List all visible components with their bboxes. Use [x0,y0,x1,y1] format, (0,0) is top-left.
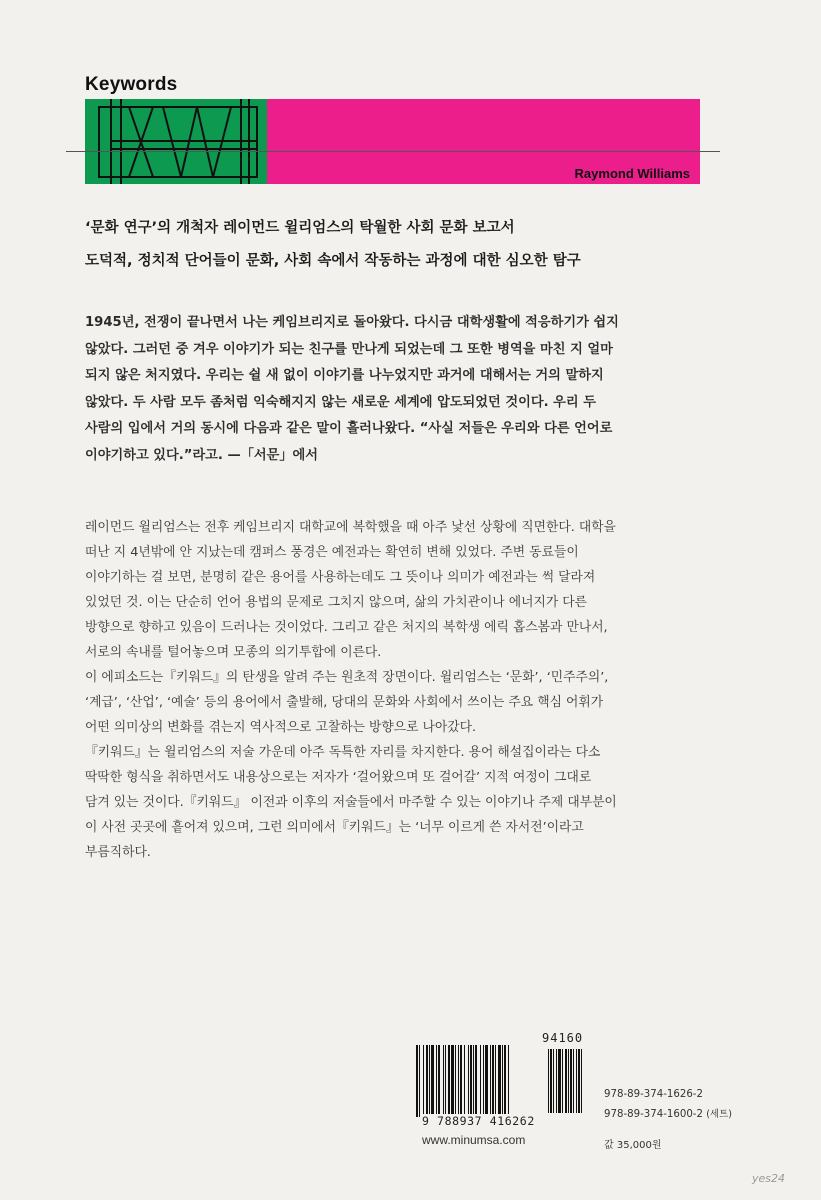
body-line: 딱딱한 형식을 취하면서도 내용상으로는 저자가 ‘걸어왔으며 또 걸어갈’ 지적 여정이 그대로 [85,770,592,785]
excerpt-line: 않았다. 그러던 중 겨우 이야기가 되는 친구를 만나게 되었는데 그 또한 병역을 마친 지 얼마 [85,341,613,357]
body-line: 레이먼드 윌리엄스는 전후 케임브리지 대학교에 복학했을 때 아주 낯선 상황에 직면한다. 대학을 [85,520,616,535]
body-line: 서로의 속내를 털어놓으며 모종의 의기투합에 이른다. [85,645,382,660]
body-line: 『키워드』는 윌리엄스의 저술 가운데 아주 독특한 자리를 차지한다. 용어 해설집이라는 다소 [85,745,601,760]
body-line: 이 에피소드는『키워드』의 탄생을 알려 주는 원초적 장면이다. 윌리엄스는 ‘문화’, ‘민주주의’, [85,670,609,685]
headline-line: ‘문화 연구’의 개척자 레이먼드 윌리엄스의 탁월한 사회 문화 보고서 [85,220,515,236]
excerpt-line: 1945년, 전쟁이 끝나면서 나는 케임브리지로 돌아왔다. 다시금 대학생활에 적응하기가 쉽지 [85,315,619,330]
barcode-addon-number: 94160 [542,1031,584,1045]
kw-monogram-icon [85,99,267,184]
header-rule [66,151,720,152]
body-line: 있었던 것. 이는 단순히 언어 용법의 문제로 그치지 않으며, 삶의 가치관이나 에너지가 다른 [85,595,587,610]
price-label: 값 35,000원 [604,1140,662,1151]
isbn-volume: 978-89-374-1626-2 [604,1089,703,1100]
body-line: 이야기하는 걸 보면, 분명히 같은 용어를 사용하는데도 그 뜻이나 의미가 예전과는 썩 달라져 [85,570,596,585]
headline-line: 도덕적, 정치적 단어들이 문화, 사회 속에서 작동하는 과정에 대한 심오한 탐구 [85,253,581,269]
isbn-set-number: 978-89-374-1600-2 [604,1109,703,1120]
body-line: 담겨 있는 것이다.『키워드』 이전과 이후의 저술들에서 마주할 수 있는 이야기나 주제 대부분이 [85,795,617,810]
isbn-set-note: (세트) [706,1109,732,1120]
title-band [267,99,700,184]
preface-excerpt [85,310,745,470]
barcode-number: 9 788937 416262 [422,1114,535,1128]
headline [85,212,745,278]
body-line: 부름직하다. [85,845,151,860]
author-name: Raymond Williams [574,166,690,181]
body-line: 이 사전 곳곳에 흩어져 있으며, 그런 의미에서『키워드』는 ‘너무 이르게 쓴 자서전’이라고 [85,820,584,835]
isbn-set [604,1106,732,1120]
keywords-logo-block [85,99,267,184]
publisher-website: www.minumsa.com [422,1133,526,1147]
description-body [85,515,745,865]
excerpt-line: 이야기하고 있다.”라고. —「서문」에서 [85,447,319,463]
body-line: 어떤 의미상의 변화를 겪는지 역사적으로 고찰하는 방향으로 나아갔다. [85,720,477,735]
body-line: ‘계급’, ‘산업’, ‘예술’ 등의 용어에서 출발해, 당대의 문화와 사회에서 쓰이는 주요 핵심 어휘가 [85,695,604,710]
excerpt-line: 않았다. 두 사람 모두 좀처럼 익숙해지지 않는 새로운 세계에 압도되었던 것이다. 우리 두 [85,394,596,410]
excerpt-line: 사람의 입에서 거의 동시에 다음과 같은 말이 흘러나왔다. “사실 저들은 우리와 다른 언어로 [85,421,613,437]
excerpt-line: 되지 않은 처지였다. 우리는 쉴 새 없이 이야기를 나누었지만 과거에 대해서는 거의 말하지 [85,368,604,384]
body-line: 방향으로 향하고 있음이 드러나는 것이었다. 그리고 같은 처지의 복학생 에릭 홉스봄과 만나서, [85,620,608,635]
body-line: 떠난 지 4년밖에 안 지났는데 캠퍼스 풍경은 예전과는 확연히 변해 있었다. 주변 동료들이 [85,545,579,560]
series-title: Keywords [85,74,178,95]
watermark: yes24 [752,1172,786,1185]
